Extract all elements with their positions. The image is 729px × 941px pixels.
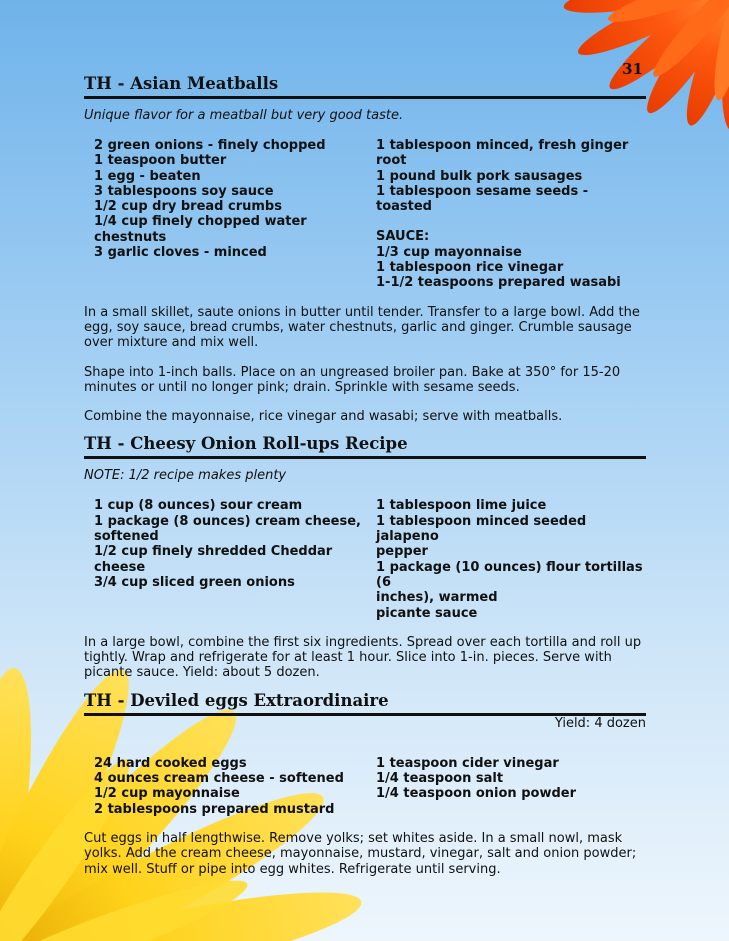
ingredient: 1 teaspoon cider vinegar <box>376 755 559 771</box>
ingredient: picante sauce <box>376 605 478 621</box>
directions-paragraph: In a small skillet, saute onions in butter until tender. Transfer to a large bowl. Add the egg, soy sauce, bread crumbs, water chestnuts, garlic and ginger. Crumble sausage over mixture and mix well. <box>84 304 640 351</box>
ingredients-column-left <box>94 498 376 620</box>
ingredient: 1-1/2 teaspoons prepared wasabi <box>376 275 621 291</box>
ingredient: 1 tablespoon lime juice <box>376 498 547 514</box>
ingredient: 1 tablespoon minced seeded jalapeno pepper <box>376 513 587 560</box>
ingredient: 3/4 cup sliced green onions <box>94 574 295 590</box>
ingredient: 1/4 cup finely chopped water chestnuts <box>94 214 307 245</box>
page-number: 31 <box>622 60 643 78</box>
recipe-page <box>84 74 646 877</box>
ingredient: 1/2 cup dry bread crumbs <box>94 199 282 215</box>
ingredients-list <box>84 498 646 620</box>
ingredients-list <box>84 138 646 291</box>
directions-paragraph: In a large bowl, combine the first six ingredients. Spread over each tortilla and roll up tightly. Wrap and refrigerate for at least 1 hour. Slice into 1-in. pieces. Serve with picante sauce. Yield: about 5 dozen. <box>84 634 642 681</box>
directions-paragraph: Shape into 1-inch balls. Place on an ungreased broiler pan. Bake at 350° for 15-20 minutes or until no longer pink; drain. Sprinkle with sesame seeds. <box>84 364 621 395</box>
recipe-yield: Yield: 4 dozen <box>554 715 646 731</box>
ingredient: 1 package (8 ounces) cream cheese, softened <box>94 513 361 545</box>
ingredient: 2 green onions - finely chopped <box>94 138 326 153</box>
ingredient: 1 package (10 ounces) flour tortillas (6 inches), warmed <box>376 559 643 606</box>
ingredient: 1 pound bulk pork sausages <box>376 168 583 184</box>
ingredient: 1/3 cup mayonnaise <box>376 244 522 260</box>
directions-paragraph: Cut eggs in half lengthwise. Remove yolks; set whites aside. In a small nowl, mask yolks. Add the cream cheese, mayonnaise, mustard, vinegar, salt and onion powder; mix well. Stuff or pipe into egg whites. Refrigerate until serving. <box>84 830 637 877</box>
ingredients-column-left <box>94 138 376 291</box>
ingredients-column-left <box>94 756 376 817</box>
directions-paragraph: Combine the mayonnaise, rice vinegar and wasabi; serve with meatballs. <box>84 409 563 425</box>
ingredient: 1 teaspoon butter <box>94 153 227 169</box>
ingredient: 3 tablespoons soy sauce <box>94 183 274 199</box>
ingredient: 1/4 teaspoon salt <box>376 771 504 787</box>
ingredient-spacer <box>376 214 646 229</box>
recipe-title: TH - Cheesy Onion Roll-ups Recipe <box>84 434 646 459</box>
recipe-cheesy-onion-roll-ups <box>84 434 646 680</box>
recipe-description: Unique flavor for a meatball but very good taste. <box>84 108 404 123</box>
recipe-description: NOTE: 1/2 recipe makes plenty <box>84 468 287 484</box>
ingredients-column-right <box>376 138 646 291</box>
ingredients-list <box>84 756 646 817</box>
ingredient: 3 garlic cloves - minced <box>94 245 267 261</box>
ingredient: 1 tablespoon rice vinegar <box>376 260 564 276</box>
recipe-title: TH - Asian Meatballs <box>84 74 646 99</box>
recipe-title: TH - Deviled eggs Extraordinaire <box>84 691 646 716</box>
ingredient: 1/4 teaspoon onion powder <box>376 786 576 802</box>
ingredient: 1 tablespoon minced, fresh ginger root <box>376 138 629 169</box>
ingredient: 1/2 cup finely shredded Cheddar cheese <box>94 544 333 575</box>
ingredient: 1/2 cup mayonnaise <box>94 786 240 802</box>
sauce-heading: SAUCE: <box>376 229 430 245</box>
ingredients-column-right <box>376 756 646 817</box>
ingredients-column-right <box>376 498 646 620</box>
ingredient: 24 hard cooked eggs <box>94 755 247 771</box>
ingredient: 1 cup (8 ounces) sour cream <box>94 498 303 514</box>
ingredient: 2 tablespoons prepared mustard <box>94 801 335 817</box>
ingredient: 1 egg - beaten <box>94 168 201 184</box>
ingredient: 4 ounces cream cheese - softened <box>94 771 344 787</box>
ingredient: 1 tablespoon sesame seeds - toasted <box>376 183 593 215</box>
recipe-deviled-eggs <box>84 691 646 877</box>
recipe-asian-meatballs <box>84 74 646 424</box>
